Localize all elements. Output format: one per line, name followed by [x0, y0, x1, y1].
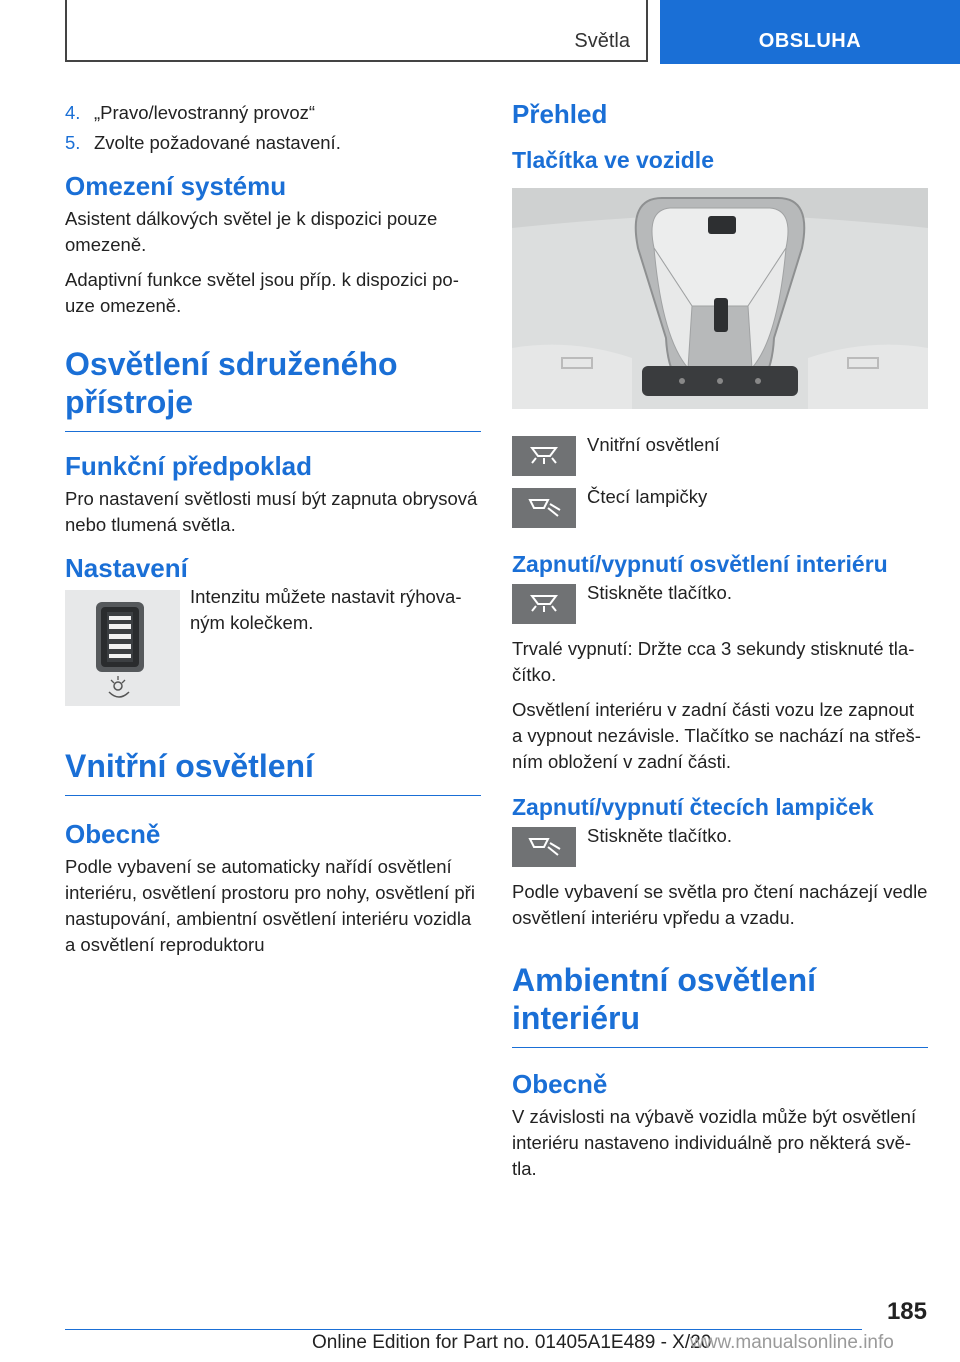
header-section-title: Světla — [574, 30, 630, 52]
step-number: 5. — [65, 132, 81, 153]
knurled-wheel-image — [65, 590, 180, 711]
ambient-general-heading: Obecně — [512, 1069, 608, 1099]
interior-heading: Vnitřní osvětlení — [65, 747, 481, 796]
interior-press-row — [512, 584, 928, 624]
left-column — [65, 98, 481, 967]
press-instruction: Stiskněte tlačítko. — [587, 582, 732, 603]
steps-list — [65, 98, 481, 158]
limits-paragraph-1: Asistent dálkových světel je k dispozici pouze omezeně. — [65, 208, 438, 255]
footer-divider — [65, 1329, 862, 1330]
reading-press-row — [512, 827, 928, 867]
legend-label: Čtecí lampičky — [587, 486, 708, 507]
press-instruction: Stiskněte tlačítko. — [587, 825, 732, 846]
ambient-general-text: V závislosti na výbavě vozidla může být osvětlení interiéru nastaveno individuálně pro některá světla. — [512, 1106, 917, 1179]
header-frame — [65, 0, 648, 62]
limits-heading: Omezení systému — [65, 171, 287, 201]
interior-on-off-text-1: Trvalé vypnutí: Držte cca 3 sekundy stisknuté tlačítko. — [512, 638, 915, 685]
precondition-text: Pro nastavení světlosti musí být zapnuta obrysová nebo tlumená světla. — [65, 488, 478, 535]
setting-heading: Nastavení — [65, 553, 188, 583]
page-number: 185 — [886, 1298, 927, 1325]
legend-interior-light — [512, 436, 928, 476]
step-item — [65, 98, 481, 128]
watermark-link[interactable]: www.manualsonline.info — [690, 1332, 894, 1353]
legend-reading-light — [512, 488, 928, 528]
cluster-heading: Osvětlení sdruženého přístroje — [65, 345, 481, 432]
interior-light-icon — [512, 436, 576, 476]
page-header — [0, 0, 960, 64]
reading-on-off-heading: Zapnutí/vypnutí čtecích lampiček — [512, 794, 874, 820]
setting-block — [65, 586, 481, 711]
interior-on-off-text-2: Osvětlení interiéru v zadní části vozu lze zapnout a vypnout nezávisle. Tlačítko se nachází na střešním obložení v zadní části. — [512, 699, 921, 772]
overview-heading: Přehled — [512, 99, 608, 129]
legend-label: Vnitřní osvětlení — [587, 434, 720, 455]
buttons-heading: Tlačítka ve vozidle — [512, 147, 714, 173]
precondition-heading: Funkční předpoklad — [65, 451, 313, 481]
reading-light-icon — [512, 827, 576, 867]
step-text: „Pravo/levostranný provoz“ — [94, 102, 316, 123]
step-number: 4. — [65, 102, 81, 123]
interior-light-icon — [512, 584, 576, 624]
setting-text: Intenzitu můžete nastavit rýhovaným kolečkem. — [190, 586, 462, 633]
step-item — [65, 128, 481, 158]
ambient-heading: Ambientní osvětlení interiéru — [512, 961, 928, 1048]
header-chapter-tab — [660, 0, 960, 64]
limits-paragraph-2: Adaptivní funkce světel jsou příp. k dispozici pouze omezeně. — [65, 269, 459, 316]
reading-on-off-text: Podle vybavení se světla pro čtení nacházejí vedle osvětlení interiéru vpředu a vzadu. — [512, 881, 928, 928]
right-column — [512, 98, 928, 1191]
reading-light-icon — [512, 488, 576, 528]
roof-console-image — [512, 188, 928, 414]
interior-general-text: Podle vybavení se automaticky nařídí osvětlení interiéru, osvětlení prostoru pro nohy, osvětlení při nastupování, ambientní osvětlení interiéru vozidla a osvětlení reproduktoru — [65, 856, 475, 955]
interior-general-heading: Obecně — [65, 819, 161, 849]
edition-text: Online Edition for Part no. 01405A1E489 - X/20 — [312, 1332, 712, 1353]
interior-on-off-heading: Zapnutí/vypnutí osvětlení interiéru — [512, 551, 888, 577]
header-chapter-label: OBSLUHA — [758, 30, 862, 52]
step-text: Zvolte požadované nastavení. — [94, 132, 341, 153]
